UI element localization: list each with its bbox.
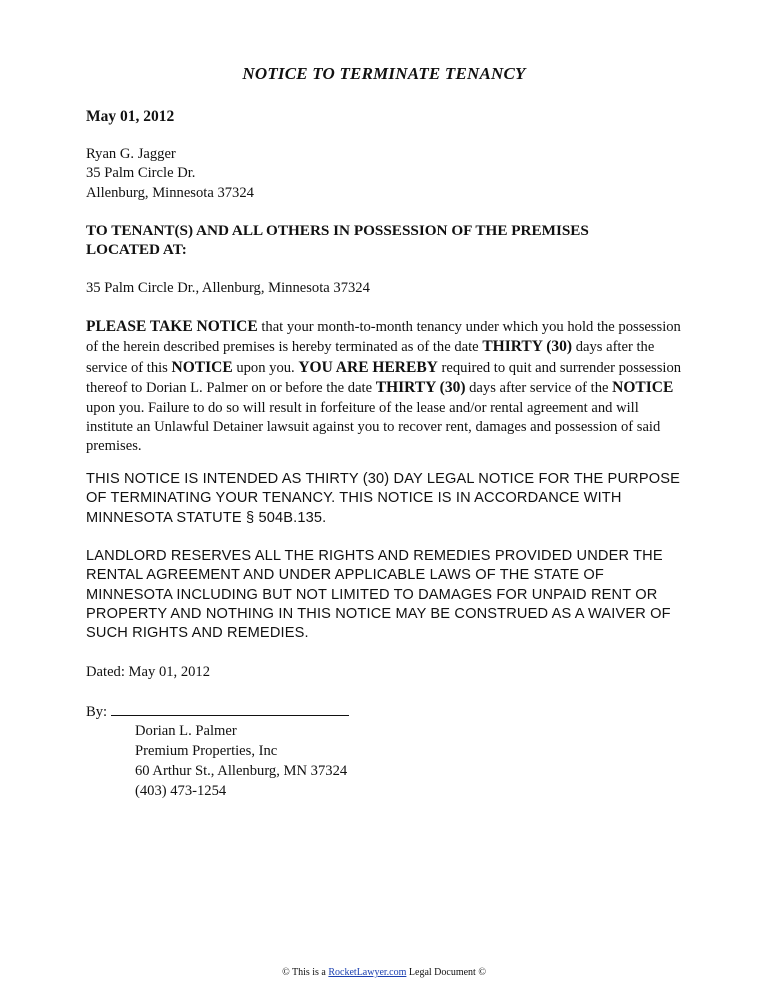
tenant-name: Ryan G. Jagger [86,146,176,162]
by-label: By: [86,704,108,720]
notice-emphasis: THIRTY (30) [482,338,573,356]
notice-date: May 01, 2012 [86,108,175,125]
notice-text: upon you. [232,359,299,376]
rights-reserved-paragraph: LANDLORD RESERVES ALL THE RIGHTS AND REMEDIES PROVIDED UNDER THE RENTAL AGREEMENT AND UNDER APPLICABLE LAWS OF THE STATE OF MINNESOTA INCLUDING BUT NOT LIMITED TO DAMAGES FOR UNPAID RENT OR PROPERTY AND NOTHING IN THIS NOTICE MAY BE CONSTRUED AS A WAIVER OF SUCH RIGHTS AND REMEDIES. [86,548,671,642]
notice-text: days after service of the [465,380,613,397]
tenant-city: Allenburg, Minnesota 37324 [86,184,254,201]
to-tenant-heading-line2: LOCATED AT: [86,241,187,258]
tenant-address-block [86,145,686,203]
footer-suffix: Legal Document © [406,967,486,978]
to-tenant-heading [86,221,646,259]
landlord-phone: (403) 473-1254 [135,783,227,799]
footer-prefix: © This is a [282,967,329,978]
notice-emphasis: YOU ARE HEREBY [298,358,438,376]
landlord-address: 60 Arthur St., Allenburg, MN 37324 [135,763,348,779]
notice-text: upon you. Failure to do so will result in forfeiture of the lease and/or rental agreement and will institute an Unlawful Detainer lawsuit against you to recover rent, damages and possession of said premises. [86,399,661,455]
dated-line: Dated: May 01, 2012 [86,664,211,680]
tenant-street: 35 Palm Circle Dr. [86,165,196,182]
notice-emphasis: NOTICE [612,379,674,397]
notice-emphasis: THIRTY (30) [375,379,466,397]
notice-emphasis: PLEASE TAKE NOTICE [86,318,258,335]
premises-address: 35 Palm Circle Dr., Allenburg, Minnesota 37324 [86,280,370,296]
to-tenant-heading-line1: TO TENANT(S) AND ALL OTHERS IN POSSESSION OF THE PREMISES [86,222,589,239]
notice-text: required to quit and surrender possession thereof to Dorian L. Palmer on or before the date [86,359,682,397]
notice-paragraph [86,317,686,457]
notice-text: that your month-to-month tenancy under which you hold the possession of the herein described premises is hereby terminated as of the date [86,319,681,356]
legal-notice-paragraph: THIS NOTICE IS INTENDED AS THIRTY (30) DAY LEGAL NOTICE FOR THE PURPOSE OF TERMINATING YOUR TENANCY. THIS NOTICE IS IN ACCORDANCE WITH MINNESOTA STATUTE § 504B.135. [86,471,680,526]
landlord-block [135,721,347,801]
rocketlawyer-link[interactable]: RocketLawyer.com [328,967,407,978]
notice-text: days after the service of this [86,339,655,376]
document-title: NOTICE TO TERMINATE TENANCY [242,64,526,83]
signature-by-line [86,701,686,722]
notice-emphasis: NOTICE [171,358,233,376]
landlord-company: Premium Properties, Inc [135,743,278,759]
signature-line [111,701,349,716]
landlord-name: Dorian L. Palmer [135,723,237,739]
footer [0,967,768,978]
